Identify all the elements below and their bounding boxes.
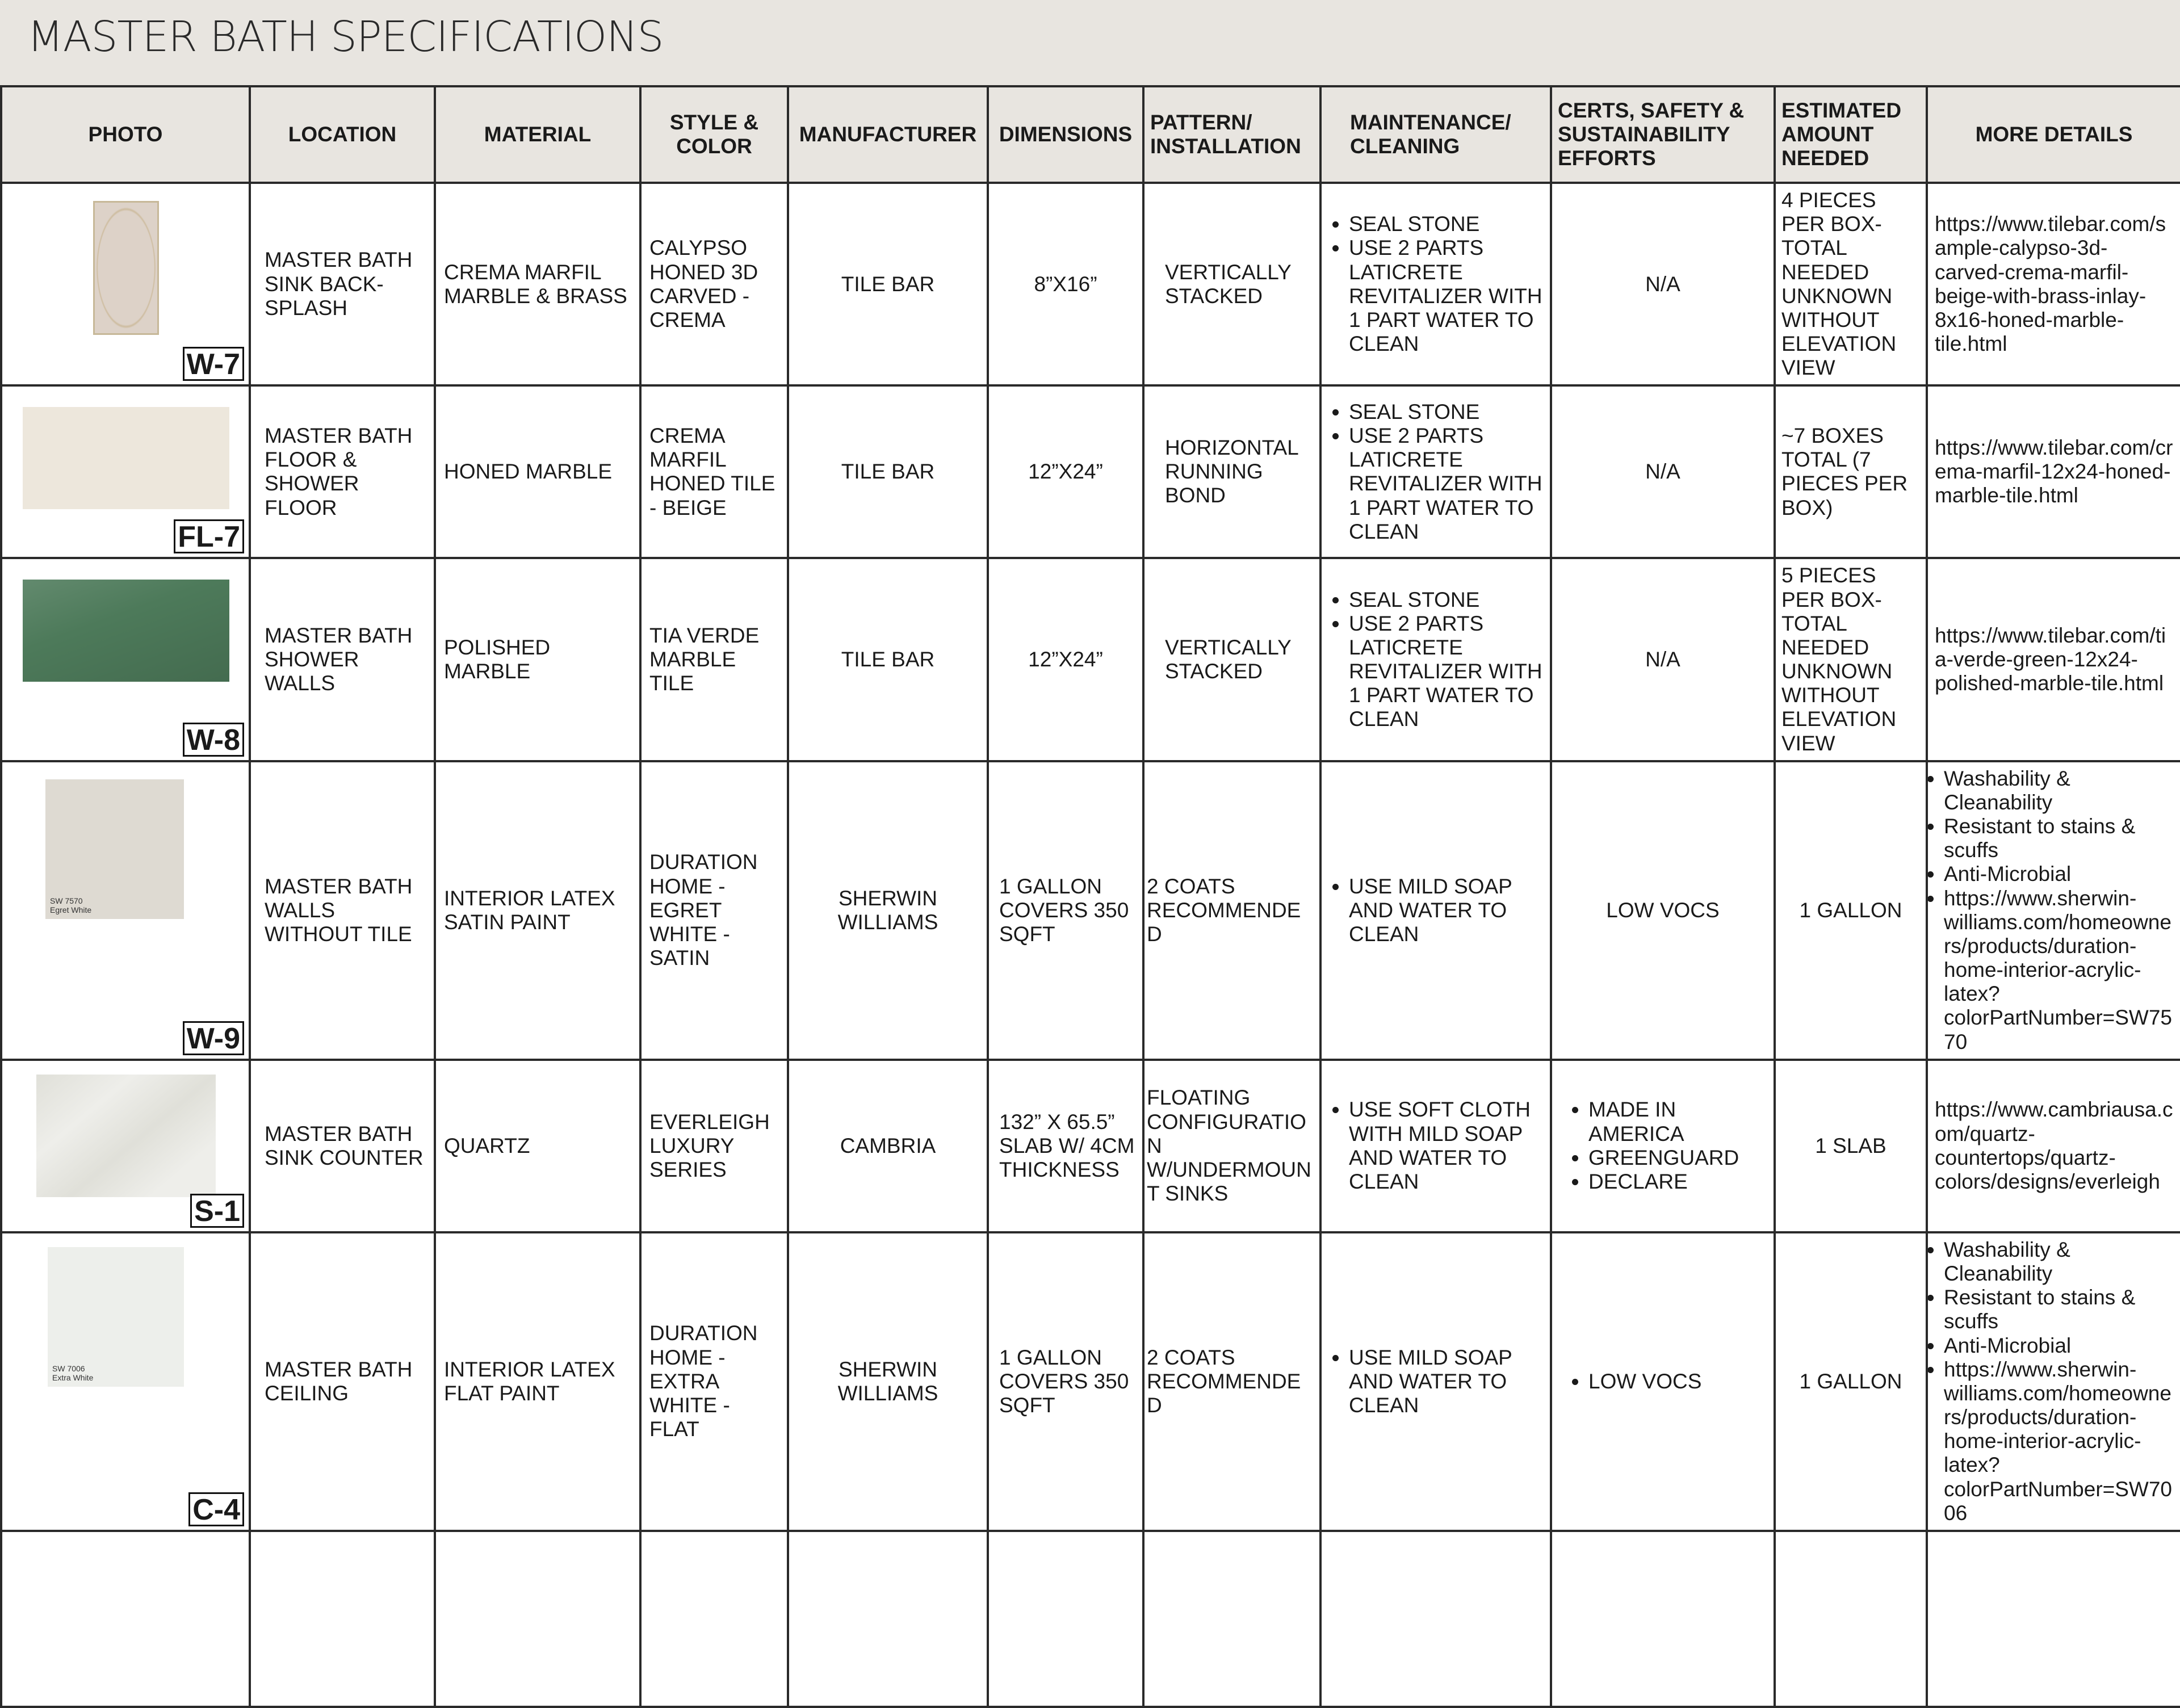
- table-row: [1, 385, 2180, 558]
- location-cell: MASTER BATH SINK BACK-SPLASH: [250, 183, 435, 385]
- manufacturer-cell: TILE BAR: [788, 183, 988, 385]
- location-cell: MASTER BATH SINK COUNTER: [250, 1060, 435, 1232]
- maintenance-cell-list: [1330, 1346, 1544, 1418]
- maintenance-cell-list: [1330, 875, 1544, 947]
- certs-cell: N/A: [1551, 385, 1775, 558]
- maintenance-cell: [1320, 558, 1551, 761]
- bullet-item: • https://www.sherwin-williams.com/homeowners/products/duration-home-interior-acrylic-latex?colorPartNumber=SW7570: [1944, 887, 2174, 1054]
- maintenance-cell: [1320, 761, 1551, 1060]
- maintenance-cell-list: [1330, 1098, 1544, 1194]
- empty-cell: [250, 1531, 435, 1707]
- maintenance-cell: [1320, 1232, 1551, 1531]
- estimated-amount-cell: 1 GALLON: [1775, 761, 1927, 1060]
- maintenance-cell: [1320, 385, 1551, 558]
- dimensions-cell: 132” X 65.5” SLAB W/ 4CM THICKNESS: [988, 1060, 1143, 1232]
- header-dimensions: DIMENSIONS: [988, 86, 1143, 183]
- header-location: LOCATION: [250, 86, 435, 183]
- dimensions-cell: 8”X16”: [988, 183, 1143, 385]
- spec-code-tag: S-1: [190, 1194, 244, 1228]
- manufacturer-cell: TILE BAR: [788, 558, 988, 761]
- bullet-item: • DECLARE: [1588, 1170, 1768, 1194]
- style-color-cell: CREMA MARFIL HONED TILE - BEIGE: [640, 385, 788, 558]
- more-details-cell: https://www.cambriausa.com/quartz-countertops/quartz-colors/designs/everleigh: [1927, 1060, 2180, 1232]
- photo-cell: [1, 558, 250, 761]
- empty-cell: [1320, 1531, 1551, 1707]
- photo-cell: [1, 1060, 250, 1232]
- header-row: [1, 86, 2180, 183]
- material-swatch: [36, 1075, 216, 1197]
- manufacturer-cell: SHERWIN WILLIAMS: [788, 761, 988, 1060]
- table-row: [1, 558, 2180, 761]
- table-row: [1, 761, 2180, 1060]
- more-details-cell-list: [1928, 767, 2174, 1054]
- dimensions-cell: 12”X24”: [988, 558, 1143, 761]
- paint-chip-code: SW 7570: [50, 896, 83, 905]
- material-cell: CREMA MARFIL MARBLE & BRASS: [435, 183, 640, 385]
- empty-cell: [1551, 1531, 1775, 1707]
- material-swatch: [48, 1247, 184, 1387]
- estimated-amount-cell: ~7 BOXES TOTAL (7 PIECES PER BOX): [1775, 385, 1927, 558]
- bullet-item: • USE MILD SOAP AND WATER TO CLEAN: [1349, 875, 1544, 947]
- location-cell: MASTER BATH FLOOR & SHOWER FLOOR: [250, 385, 435, 558]
- manufacturer-cell: CAMBRIA: [788, 1060, 988, 1232]
- estimated-amount-cell: 1 SLAB: [1775, 1060, 1927, 1232]
- maintenance-cell: [1320, 1060, 1551, 1232]
- header-style-color: STYLE & COLOR: [640, 86, 788, 183]
- bullet-item: • USE 2 PARTS LATICRETE REVITALIZER WITH 1 PART WATER TO CLEAN: [1349, 424, 1544, 544]
- bullet-item: • Washability & Cleanability: [1944, 767, 2174, 815]
- material-cell: QUARTZ: [435, 1060, 640, 1232]
- material-swatch: [23, 580, 229, 682]
- manufacturer-cell: SHERWIN WILLIAMS: [788, 1232, 988, 1531]
- empty-cell: [1143, 1531, 1320, 1707]
- material-swatch: [45, 779, 184, 919]
- bullet-item: • USE 2 PARTS LATICRETE REVITALIZER WITH 1 PART WATER TO CLEAN: [1349, 236, 1544, 356]
- maintenance-cell-list: [1330, 400, 1544, 544]
- pattern-cell: 2 COATS RECOMMENDED: [1143, 761, 1320, 1060]
- location-cell: MASTER BATH CEILING: [250, 1232, 435, 1531]
- photo-cell: [1, 1232, 250, 1531]
- bullet-item: • Washability & Cleanability: [1944, 1238, 2174, 1286]
- certs-cell: [1551, 1232, 1775, 1531]
- paint-chip-name: Extra White: [52, 1373, 94, 1382]
- empty-cell: [988, 1531, 1143, 1707]
- bullet-item: • Resistant to stains & scuffs: [1944, 815, 2174, 862]
- manufacturer-cell: TILE BAR: [788, 385, 988, 558]
- dimensions-cell: 1 GALLON COVERS 350 SQFT: [988, 761, 1143, 1060]
- table-row: [1, 1060, 2180, 1232]
- empty-cell: [1775, 1531, 1927, 1707]
- empty-cell: [788, 1531, 988, 1707]
- certs-cell-list: [1569, 1098, 1768, 1194]
- empty-row: [1, 1531, 2180, 1707]
- page-title: MASTER BATH SPECIFICATIONS: [27, 12, 664, 61]
- empty-cell: [1927, 1531, 2180, 1707]
- bullet-item: • Resistant to stains & scuffs: [1944, 1286, 2174, 1333]
- bullet-item: • USE MILD SOAP AND WATER TO CLEAN: [1349, 1346, 1544, 1418]
- maintenance-cell-list: [1330, 588, 1544, 732]
- spec-code-tag: C-4: [188, 1492, 244, 1526]
- header-photo: PHOTO: [1, 86, 250, 183]
- style-color-cell: TIA VERDE MARBLE TILE: [640, 558, 788, 761]
- header-manufacturer: MANUFACTURER: [788, 86, 988, 183]
- table-row: [1, 1232, 2180, 1531]
- maintenance-cell: [1320, 183, 1551, 385]
- style-color-cell: EVERLEIGH LUXURY SERIES: [640, 1060, 788, 1232]
- style-color-cell: DURATION HOME - EXTRA WHITE - FLAT: [640, 1232, 788, 1531]
- location-cell: MASTER BATH WALLS WITHOUT TILE: [250, 761, 435, 1060]
- header-certs: CERTS, SAFETY & SUSTAINABILITY EFFORTS: [1551, 86, 1775, 183]
- bullet-item: • https://www.sherwin-williams.com/homeowners/products/duration-home-interior-acrylic-latex?colorPartNumber=SW7006: [1944, 1358, 2174, 1525]
- maintenance-cell-list: [1330, 212, 1544, 356]
- material-cell: INTERIOR LATEX FLAT PAINT: [435, 1232, 640, 1531]
- header-estimated: ESTIMATED AMOUNT NEEDED: [1775, 86, 1927, 183]
- estimated-amount-cell: 5 PIECES PER BOX- TOTAL NEEDED UNKNOWN WITHOUT ELEVATION VIEW: [1775, 558, 1927, 761]
- more-details-cell: https://www.tilebar.com/sample-calypso-3d-carved-crema-marfil-beige-with-brass-inlay-8x16-honed-marble-tile.html: [1927, 183, 2180, 385]
- header-more-details: MORE DETAILS: [1927, 86, 2180, 183]
- pattern-cell: VERTICALLY STACKED: [1143, 558, 1320, 761]
- empty-cell: [640, 1531, 788, 1707]
- estimated-amount-cell: 4 PIECES PER BOX- TOTAL NEEDED UNKNOWN WITHOUT ELEVATION VIEW: [1775, 183, 1927, 385]
- material-cell: HONED MARBLE: [435, 385, 640, 558]
- material-cell: POLISHED MARBLE: [435, 558, 640, 761]
- spec-code-tag: W-7: [183, 347, 244, 381]
- paint-chip-name: Egret White: [50, 905, 92, 914]
- bullet-item: • SEAL STONE: [1349, 400, 1544, 424]
- specifications-table: [0, 85, 2180, 1708]
- certs-cell-list: [1569, 1370, 1768, 1394]
- bullet-item: • Anti-Microbial: [1944, 1334, 2174, 1358]
- paint-chip-label: [50, 896, 91, 914]
- material-cell: INTERIOR LATEX SATIN PAINT: [435, 761, 640, 1060]
- empty-cell: [435, 1531, 640, 1707]
- more-details-cell: https://www.tilebar.com/crema-marfil-12x24-honed-marble-tile.html: [1927, 385, 2180, 558]
- empty-cell: [1, 1531, 250, 1707]
- header-maintenance: MAINTENANCE/ CLEANING: [1320, 86, 1551, 183]
- pattern-cell: VERTICALLY STACKED: [1143, 183, 1320, 385]
- pattern-cell: 2 COATS RECOMMENDED: [1143, 1232, 1320, 1531]
- certs-cell: N/A: [1551, 183, 1775, 385]
- more-details-cell-list: [1928, 1238, 2174, 1525]
- spec-code-tag: W-9: [183, 1021, 244, 1055]
- bullet-item: • MADE IN AMERICA: [1588, 1098, 1768, 1145]
- certs-cell: [1551, 1060, 1775, 1232]
- bullet-item: • LOW VOCS: [1588, 1370, 1768, 1394]
- bullet-item: • GREENGUARD: [1588, 1146, 1768, 1170]
- bullet-item: • SEAL STONE: [1349, 212, 1544, 236]
- spec-code-tag: W-8: [183, 723, 244, 757]
- pattern-cell: FLOATING CONFIGURATION W/UNDERMOUNT SINKS: [1143, 1060, 1320, 1232]
- photo-cell: [1, 183, 250, 385]
- certs-cell: N/A: [1551, 558, 1775, 761]
- estimated-amount-cell: 1 GALLON: [1775, 1232, 1927, 1531]
- dimensions-cell: 1 GALLON COVERS 350 SQFT: [988, 1232, 1143, 1531]
- pattern-cell: HORIZONTAL RUNNING BOND: [1143, 385, 1320, 558]
- more-details-cell: [1927, 1232, 2180, 1531]
- photo-cell: [1, 385, 250, 558]
- table-row: [1, 183, 2180, 385]
- more-details-cell: https://www.tilebar.com/tia-verde-green-12x24-polished-marble-tile.html: [1927, 558, 2180, 761]
- header-material: MATERIAL: [435, 86, 640, 183]
- photo-cell: [1, 761, 250, 1060]
- location-cell: MASTER BATH SHOWER WALLS: [250, 558, 435, 761]
- material-swatch: [23, 407, 229, 509]
- style-color-cell: DURATION HOME - EGRET WHITE - SATIN: [640, 761, 788, 1060]
- bullet-item: • SEAL STONE: [1349, 588, 1544, 612]
- bullet-item: • Anti-Microbial: [1944, 862, 2174, 886]
- certs-cell: LOW VOCS: [1551, 761, 1775, 1060]
- material-swatch: [93, 201, 159, 335]
- paint-chip-code: SW 7006: [52, 1363, 85, 1373]
- bullet-item: • USE 2 PARTS LATICRETE REVITALIZER WITH 1 PART WATER TO CLEAN: [1349, 612, 1544, 732]
- spec-code-tag: FL-7: [174, 519, 244, 553]
- paint-chip-label: [52, 1364, 93, 1382]
- bullet-item: • USE SOFT CLOTH WITH MILD SOAP AND WATER TO CLEAN: [1349, 1098, 1544, 1194]
- dimensions-cell: 12”X24”: [988, 385, 1143, 558]
- style-color-cell: CALYPSO HONED 3D CARVED - CREMA: [640, 183, 788, 385]
- header-pattern: PATTERN/ INSTALLATION: [1143, 86, 1320, 183]
- more-details-cell: [1927, 761, 2180, 1060]
